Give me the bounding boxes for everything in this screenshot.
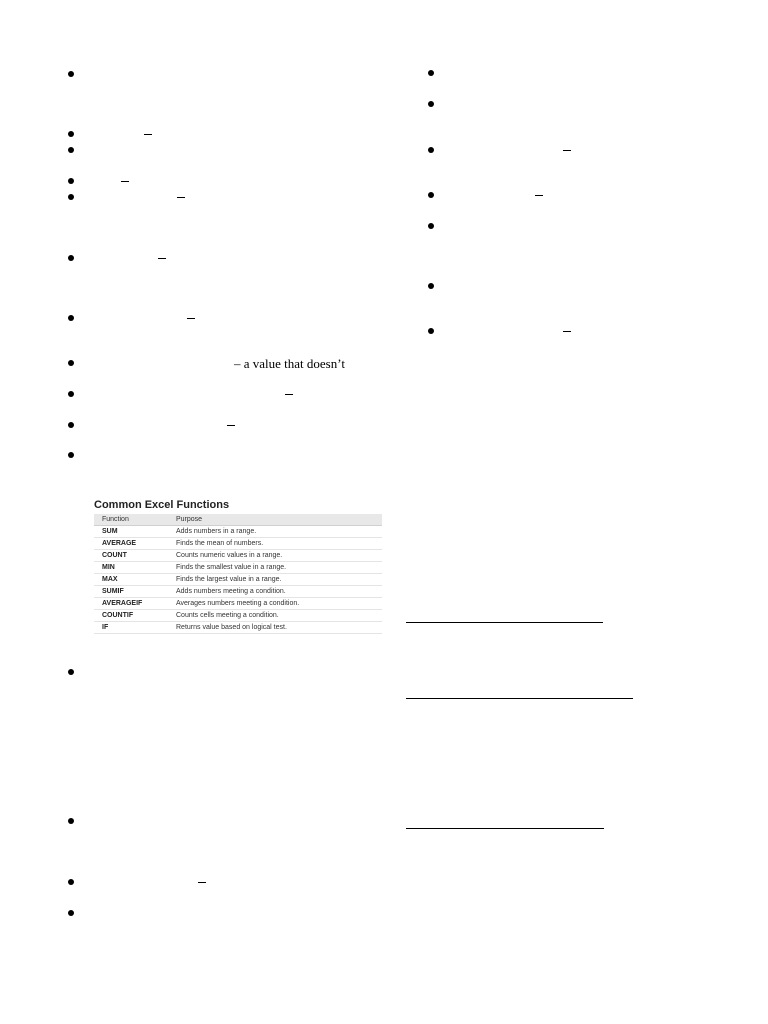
list-bullet bbox=[68, 879, 74, 885]
list-bullet bbox=[428, 283, 434, 289]
text-fragment: – a value that doesn’t bbox=[234, 356, 345, 371]
function-purpose: Counts cells meeting a condition. bbox=[168, 610, 382, 622]
function-name: AVERAGE bbox=[94, 538, 168, 550]
list-bullet bbox=[428, 101, 434, 107]
column-header-purpose: Purpose bbox=[168, 514, 382, 526]
function-purpose: Finds the smallest value in a range. bbox=[168, 562, 382, 574]
list-bullet bbox=[68, 669, 74, 675]
function-name: COUNTIF bbox=[94, 610, 168, 622]
underline-rule bbox=[406, 828, 604, 829]
table-row bbox=[94, 574, 382, 586]
function-purpose: Averages numbers meeting a condition. bbox=[168, 598, 382, 610]
dash-separator bbox=[285, 394, 293, 395]
dash-separator bbox=[227, 425, 235, 426]
underline-rule bbox=[406, 622, 603, 623]
list-bullet bbox=[68, 360, 74, 366]
function-purpose: Returns value based on logical test. bbox=[168, 622, 382, 634]
function-name: MIN bbox=[94, 562, 168, 574]
dash-separator bbox=[144, 134, 152, 135]
dash-separator bbox=[535, 195, 543, 196]
column-header-function: Function bbox=[94, 514, 168, 526]
function-name: SUM bbox=[94, 526, 168, 538]
list-bullet bbox=[68, 910, 74, 916]
dash-separator bbox=[158, 258, 166, 259]
list-bullet bbox=[68, 194, 74, 200]
table-row bbox=[94, 550, 382, 562]
table-row bbox=[94, 586, 382, 598]
function-purpose: Finds the largest value in a range. bbox=[168, 574, 382, 586]
list-bullet bbox=[428, 147, 434, 153]
table-row bbox=[94, 598, 382, 610]
table-row bbox=[94, 538, 382, 550]
dash-separator bbox=[187, 318, 195, 319]
dash-separator bbox=[563, 331, 571, 332]
functions-table bbox=[94, 514, 382, 634]
dash-separator bbox=[177, 197, 185, 198]
list-bullet bbox=[68, 422, 74, 428]
table-row bbox=[94, 622, 382, 634]
function-purpose: Adds numbers meeting a condition. bbox=[168, 586, 382, 598]
function-purpose: Adds numbers in a range. bbox=[168, 526, 382, 538]
function-name: AVERAGEIF bbox=[94, 598, 168, 610]
table-row bbox=[94, 526, 382, 538]
list-bullet bbox=[68, 391, 74, 397]
function-name: MAX bbox=[94, 574, 168, 586]
function-name: IF bbox=[94, 622, 168, 634]
list-bullet bbox=[428, 192, 434, 198]
list-bullet bbox=[68, 452, 74, 458]
common-functions-table bbox=[94, 498, 382, 634]
table-title: Common Excel Functions bbox=[94, 499, 230, 511]
list-bullet bbox=[68, 131, 74, 137]
list-bullet bbox=[68, 147, 74, 153]
list-bullet bbox=[428, 328, 434, 334]
list-bullet bbox=[428, 70, 434, 76]
list-bullet bbox=[68, 818, 74, 824]
table-header-row bbox=[94, 514, 382, 526]
dash-separator bbox=[563, 150, 571, 151]
dash-separator bbox=[121, 181, 129, 182]
table-row bbox=[94, 562, 382, 574]
list-bullet bbox=[68, 315, 74, 321]
list-bullet bbox=[68, 178, 74, 184]
function-purpose: Counts numeric values in a range. bbox=[168, 550, 382, 562]
dash-separator bbox=[198, 882, 206, 883]
list-bullet bbox=[68, 255, 74, 261]
function-name: COUNT bbox=[94, 550, 168, 562]
table-row bbox=[94, 610, 382, 622]
list-bullet bbox=[68, 71, 74, 77]
list-bullet bbox=[428, 223, 434, 229]
underline-rule bbox=[406, 698, 633, 699]
function-purpose: Finds the mean of numbers. bbox=[168, 538, 382, 550]
function-name: SUMIF bbox=[94, 586, 168, 598]
